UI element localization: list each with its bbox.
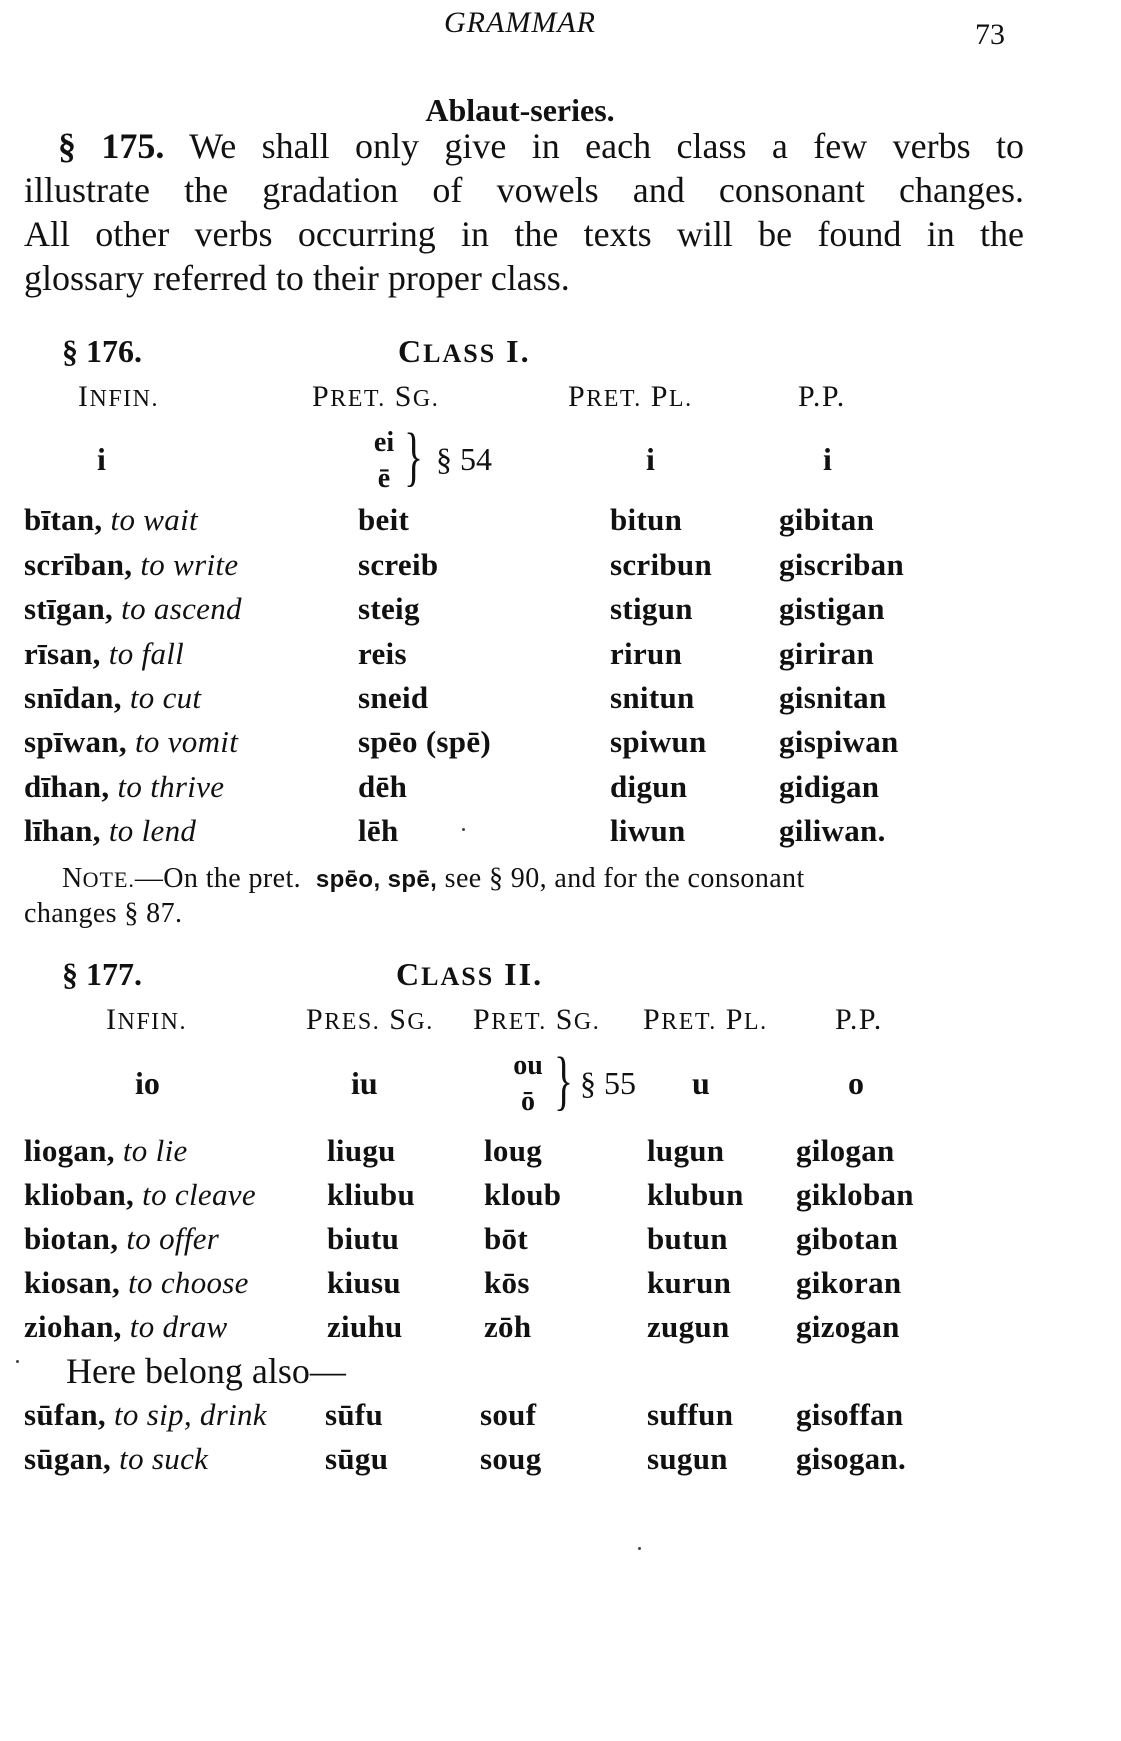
class1-row-pret-sg: spēo (spē) (358, 724, 492, 759)
intro-line-4: glossary referred to their proper class. (24, 258, 570, 298)
hdr-rest: L. (743, 1009, 768, 1035)
hdr-rest: RET. (661, 1009, 717, 1035)
class1-row-infin (24, 724, 238, 760)
class2-also-row-pres-sg: sūgu (325, 1441, 389, 1476)
class2-row-pret-pl: klubun (647, 1177, 744, 1212)
class1-header-pret-sg (312, 380, 439, 414)
class1-row-pp: gistigan (779, 591, 885, 626)
class1-vowel-pret-sg-bottom: ē (377, 463, 391, 494)
gloss: to write (140, 547, 239, 582)
hdr-cap: S (555, 1003, 574, 1036)
hdr-rest: NFIN. (89, 386, 160, 412)
class2-section-mark: § 177. (62, 956, 142, 992)
class2-also-heading: Here belong also— (66, 1351, 346, 1391)
class1-row-pp: giriran (779, 636, 875, 671)
class2-also-row-pret-sg: soug (480, 1441, 542, 1476)
hdr-rest: RET. (586, 386, 642, 412)
hdr-cap: P (650, 380, 669, 413)
class1-section-mark: § 176. (62, 333, 142, 369)
class2-vowel-pret-pl: u (692, 1065, 710, 1101)
infin-form: klioban, (24, 1177, 135, 1212)
class2-row-pres-sg: kliubu (327, 1177, 415, 1212)
class1-row-pret-pl: stigun (610, 591, 693, 626)
class2-row-pret-sg: loug (484, 1133, 543, 1168)
class1-row-pret-sg: reis (358, 636, 407, 671)
infin-form: scrīban, (24, 547, 133, 582)
gloss: to ascend (121, 591, 242, 626)
note-text-b: spēo, spē, (315, 866, 438, 893)
class2-vowel-ref: § 55 (580, 1065, 636, 1101)
class2-also-row-pret-sg: souf (480, 1397, 537, 1432)
class2-also-row-pres-sg: sūfu (325, 1397, 384, 1432)
class1-row-pret-sg: beit (358, 502, 410, 537)
infin-form: rīsan, (24, 636, 101, 671)
hdr-cap: P (568, 380, 587, 413)
print-speck (462, 828, 465, 831)
class1-row-pp: gisnitan (779, 680, 887, 715)
class2-title (396, 956, 543, 993)
class2-row-infin (24, 1133, 188, 1169)
hdr-cap: S (394, 380, 413, 413)
class1-row-pp: gibitan (779, 502, 875, 537)
class1-vowel-brace: } (404, 420, 424, 493)
infin-form: stīgan, (24, 591, 114, 626)
class2-also-row-infin (24, 1441, 208, 1477)
class2-vowel-pret-sg-stack (506, 1048, 550, 1120)
hdr-rest: L. (668, 386, 693, 412)
intro-line-3: All other verbs occurring in the texts will be found in the (24, 214, 1024, 254)
intro-line-1 (58, 125, 1024, 167)
class2-header-pres-sg (306, 1003, 434, 1037)
class1-vowel-pret-sg-top: ei (373, 427, 395, 458)
class1-vowel-pret-pl: i (646, 441, 655, 477)
class2-row-pret-pl: lugun (647, 1133, 725, 1168)
class1-title (398, 333, 531, 370)
class2-also-row-pp: gisoffan (796, 1397, 904, 1432)
class1-row-infin (24, 636, 184, 672)
class2-row-pret-sg: bōt (484, 1221, 528, 1256)
class2-row-pret-pl: butun (647, 1221, 728, 1256)
class1-row-pret-sg: sneid (358, 680, 429, 715)
gloss: to thrive (117, 769, 225, 804)
class1-row-pret-pl: rirun (610, 636, 683, 671)
class2-title-cap: C (396, 956, 422, 992)
class2-header-pret-pl (643, 1003, 768, 1037)
note-label-cap: N (62, 863, 83, 894)
infin-form: snīdan, (24, 680, 122, 715)
class2-also-row-infin (24, 1397, 267, 1433)
gloss: to suck (119, 1441, 209, 1476)
hdr-rest: RET. (330, 386, 386, 412)
gloss: to draw (129, 1309, 228, 1344)
print-speck (16, 1360, 19, 1363)
class2-header-pp: P.P. (835, 1003, 883, 1036)
hdr-rest: G. (573, 1009, 601, 1035)
class2-row-pres-sg: kiusu (327, 1265, 401, 1300)
class2-row-pret-pl: zugun (647, 1309, 730, 1344)
class1-row-pp: giliwan. (779, 813, 886, 848)
hdr-cap: P (725, 1003, 744, 1036)
class2-vowel-pret-sg-bottom: ō (521, 1086, 535, 1117)
class2-row-pret-pl: kurun (647, 1265, 732, 1300)
class1-note-line-1 (62, 863, 805, 895)
class2-row-pret-sg: kloub (484, 1177, 562, 1212)
class1-header-pret-pl (568, 380, 693, 414)
gloss: to cleave (142, 1177, 256, 1212)
class2-vowel-pp: o (848, 1065, 864, 1101)
class2-row-pp: gikoran (796, 1265, 902, 1300)
hdr-cap: P (473, 1003, 492, 1036)
gloss: to wait (110, 502, 198, 537)
class2-row-infin (24, 1265, 249, 1301)
infin-form: sūgan, (24, 1441, 112, 1476)
hdr-cap: P (306, 1003, 325, 1036)
class1-title-rest: LASS (423, 339, 497, 368)
class2-header-pret-sg (473, 1003, 600, 1037)
class1-row-pp: giscriban (779, 547, 904, 582)
class1-row-infin (24, 769, 224, 805)
class2-also-row-pret-pl: suffun (647, 1397, 734, 1432)
class1-vowel-pp: i (823, 441, 832, 477)
class2-row-pp: gibotan (796, 1221, 899, 1256)
intro-line-2: illustrate the gradation of vowels and consonant changes. (24, 170, 1024, 210)
class2-row-infin (24, 1309, 228, 1345)
running-head: GRAMMAR (444, 6, 596, 39)
hdr-rest: G. (407, 1009, 434, 1035)
gloss: to sip, drink (113, 1397, 267, 1432)
class2-header-infin (106, 1003, 187, 1037)
class2-vowel-pret-sg-top: ou (513, 1050, 543, 1081)
class1-row-infin (24, 591, 242, 627)
infin-form: bītan, (24, 502, 103, 537)
class1-row-pret-pl: digun (610, 769, 688, 804)
infin-form: liogan, (24, 1133, 115, 1168)
hdr-cap: P (312, 380, 331, 413)
hdr-rest: RET. (491, 1009, 547, 1035)
intro-text-1: We shall only give in each class a few verbs to (189, 126, 1025, 166)
class2-vowel-infin: io (135, 1065, 160, 1101)
note-text-a: —On the pret. (134, 863, 302, 894)
intro-section-mark: § 175. (58, 126, 165, 166)
class2-vowel-brace: } (554, 1044, 574, 1117)
gloss: to cut (129, 680, 202, 715)
class1-header-pp: P.P. (798, 380, 846, 413)
infin-form: dīhan, (24, 769, 110, 804)
class1-note-line-2: changes § 87. (24, 898, 183, 929)
class2-row-pres-sg: biutu (327, 1221, 400, 1256)
hdr-cap: I (78, 380, 90, 413)
hdr-rest: G. (412, 386, 440, 412)
class1-row-pret-sg: dēh (358, 769, 408, 804)
infin-form: līhan, (24, 813, 101, 848)
hdr-rest: RES. (324, 1009, 381, 1035)
class2-row-pres-sg: liugu (327, 1133, 396, 1168)
class1-row-pp: gidigan (779, 769, 880, 804)
class2-row-pp: gizogan (796, 1309, 900, 1344)
section-heading: Ablaut-series. (425, 92, 615, 128)
infin-form: biotan, (24, 1221, 119, 1256)
class1-row-pret-pl: bitun (610, 502, 683, 537)
class1-row-infin (24, 813, 196, 849)
class2-row-infin (24, 1221, 219, 1257)
class2-vowel-pres-sg: iu (351, 1065, 378, 1101)
class1-row-pret-pl: scribun (610, 547, 713, 582)
page-number: 73 (975, 18, 1005, 51)
hdr-cap: I (106, 1003, 118, 1036)
class2-row-infin (24, 1177, 256, 1213)
print-speck (638, 1547, 641, 1550)
class1-row-infin (24, 547, 238, 583)
class1-row-pret-pl: liwun (610, 813, 686, 848)
class1-row-pret-sg: lēh (358, 813, 399, 848)
class1-vowel-infin: i (97, 441, 106, 477)
class1-row-pret-pl: spiwun (610, 724, 707, 759)
class1-row-infin (24, 502, 198, 538)
infin-form: sūfan, (24, 1397, 106, 1432)
class1-row-pret-sg: screib (358, 547, 439, 582)
class2-title-rest: LASS (421, 962, 495, 991)
class1-row-pret-pl: snitun (610, 680, 695, 715)
infin-form: kiosan, (24, 1265, 121, 1300)
gloss: to choose (128, 1265, 249, 1300)
class2-row-pp: gilogan (796, 1133, 895, 1168)
class2-also-row-pp: gisogan. (796, 1441, 907, 1476)
class1-title-cap: C (398, 333, 424, 369)
class2-also-row-pret-pl: sugun (647, 1441, 728, 1476)
gloss: to vomit (134, 724, 239, 759)
infin-form: ziohan, (24, 1309, 122, 1344)
class1-vowel-ref: § 54 (436, 441, 492, 477)
class1-row-pret-sg: steig (358, 591, 420, 626)
class1-vowel-pret-sg-stack (362, 425, 406, 497)
gloss: to lend (108, 813, 197, 848)
class2-row-pp: gikloban (796, 1177, 914, 1212)
class1-title-num: I. (506, 333, 531, 369)
note-label-rest: OTE. (82, 867, 135, 892)
gloss: to lie (122, 1133, 188, 1168)
class1-row-infin (24, 680, 201, 716)
class2-row-pret-sg: kōs (484, 1265, 530, 1300)
note-text-c: see § 90, and for the consonant (444, 863, 805, 894)
hdr-cap: P (643, 1003, 662, 1036)
gloss: to fall (108, 636, 185, 671)
class2-row-pres-sg: ziuhu (327, 1309, 403, 1344)
infin-form: spīwan, (24, 724, 127, 759)
class2-row-pret-sg: zōh (484, 1309, 532, 1344)
class1-header-infin (78, 380, 159, 414)
hdr-rest: NFIN. (117, 1009, 188, 1035)
class1-row-pp: gispiwan (779, 724, 899, 759)
gloss: to offer (126, 1221, 220, 1256)
class2-title-num: II. (504, 956, 544, 992)
hdr-cap: S (389, 1003, 408, 1036)
